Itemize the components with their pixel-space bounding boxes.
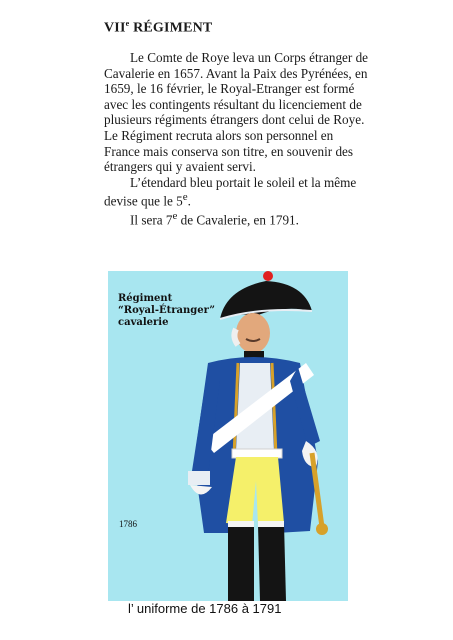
- plate-title: Régiment “Royal-Étranger” cavalerie: [118, 293, 215, 328]
- regiment-heading: VIIe RÉGIMENT: [104, 19, 213, 36]
- left-boot: [228, 523, 254, 601]
- cavalry-paragraph: Il sera 7e de Cavalerie, en 1791.: [130, 210, 299, 228]
- standard-paragraph: L’étendard bleu portait le soleil et la même devise que le 5e.: [104, 174, 357, 209]
- plate-year: 1786: [119, 519, 137, 529]
- pompon: [263, 271, 273, 281]
- history-text: [104, 50, 372, 228]
- face: [236, 313, 270, 353]
- right-boot: [258, 523, 286, 601]
- tricorne-hat: [220, 281, 312, 319]
- yellow-breeches: [226, 457, 284, 525]
- uniform-caption: l’ uniforme de 1786 à 1791: [128, 601, 282, 616]
- history-paragraph: Le Comte de Roye leva un Corps étranger de Cavalerie en 1657. Avant la Paix des Pyrénées, en 1659, le 16 février, le Royal-Etranger est formé avec les contingents résultant du licenciement de plusieurs régiments étrangers dont celui de Roye. Le Régiment recruta alors son personnel en France mais conserva son titre, en souvenir des étrangers qui y avaient servi.: [104, 50, 369, 175]
- uniform-illustration: [108, 271, 348, 601]
